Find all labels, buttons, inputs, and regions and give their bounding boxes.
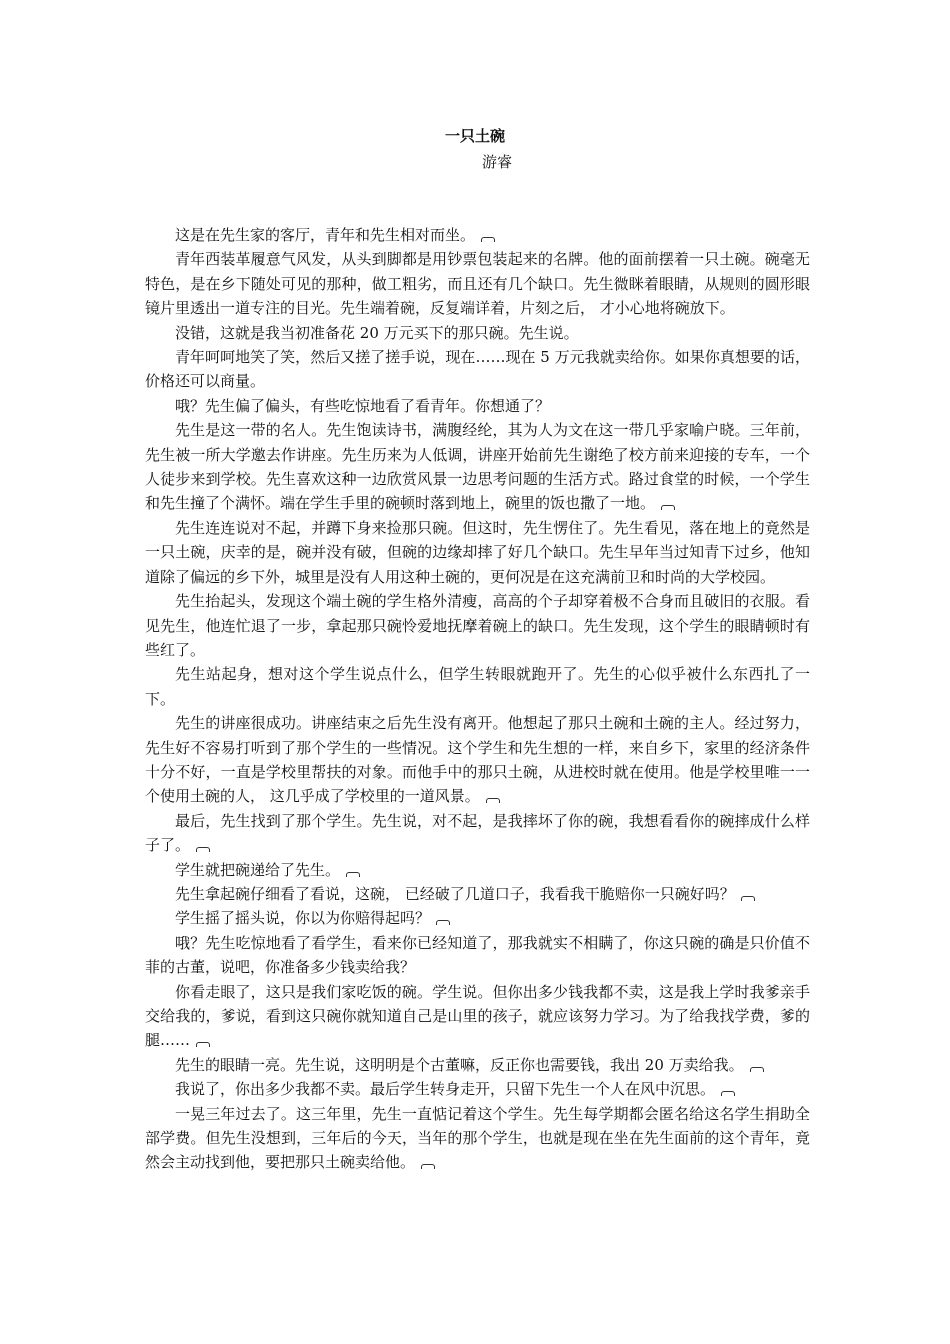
paragraph-text: 我说了，你出多少我都不卖。最后学生转身走开，只留下先生一个人在风中沉思。 <box>175 1080 716 1099</box>
paragraph-text: 学生摇了摇头说，你以为你赔得起吗？ <box>175 909 431 928</box>
paragraph-text: 哦？先生偏了偏头，有些吃惊地看了看青年。你想通了？ <box>175 396 551 415</box>
paragraph <box>145 662 810 711</box>
paragraph <box>145 1077 810 1101</box>
paragraph-text: 青年西装革履意气风发，从头到脚都是用钞票包装起来的名牌。他的面前摆着一只土碗。碗毫无特色，是在乡下随处可见的那种，做工粗劣，而且还有几个缺口。先生微眯着眼睛，从规则的圆形眼镜片里透出一道专注的目光。先生端着碗，反复端详着，片刻之后， 才小心地将碗放下。 <box>145 250 810 318</box>
paragraph <box>145 223 810 247</box>
paragraph-text: 学生就把碗递给了先生。 <box>175 860 341 879</box>
paragraph <box>145 418 810 516</box>
document-body <box>145 223 810 1175</box>
paragraph-text: 先生的眼睛一亮。先生说，这明明是个古董嘛，反正你也需要钱，我出 20 万卖给我。 <box>175 1055 744 1074</box>
paragraph-text: 青年呵呵地笑了笑，然后又搓了搓手说，现在……现在 5 万元我就卖给你。如果你真想要的话，价格还可以商量。 <box>145 348 810 391</box>
paragraph <box>145 345 810 394</box>
paragraph-mark-icon <box>196 1042 210 1047</box>
paragraph <box>145 906 810 930</box>
paragraph-text: 先生连连说对不起，并蹲下身来捡那只碗。但这时，先生愣住了。先生看见，落在地上的竟然是一只土碗，庆幸的是，碗并没有破，但碗的边缘却摔了好几个缺口。先生早年当过知青下过乡，他知道除了偏远的乡下外，城里是没有人用这种土碗的，更何况是在这充满前卫和时尚的大学校园。 <box>145 518 810 586</box>
paragraph-mark-icon <box>721 1091 735 1096</box>
paragraph <box>145 1053 810 1077</box>
paragraph <box>145 589 810 662</box>
paragraph <box>145 931 810 980</box>
paragraph-text: 先生拿起碗仔细看了看说，这碗， 已经破了几道口子，我看我干脆赔你一只碗好吗？ <box>175 884 735 903</box>
paragraph <box>145 882 810 906</box>
paragraph-mark-icon <box>661 505 675 510</box>
paragraph-mark-icon <box>346 872 360 877</box>
paragraph <box>145 809 810 858</box>
paragraph-mark-icon <box>741 896 755 901</box>
paragraph-text: 没错，这就是我当初准备花 20 万元买下的那只碗。先生说。 <box>175 323 579 342</box>
paragraph <box>145 980 810 1053</box>
paragraph-text: 你看走眼了，这只是我们家吃饭的碗。学生说。但你出多少钱我都不卖，这是我上学时我爹亲手交给我的，爹说，看到这只碗你就知道自己是山里的孩子，就应该努力学习。为了给我找学费，爹的腿…… <box>145 982 810 1050</box>
paragraph-text: 先生抬起头，发现这个端土碗的学生格外清瘦，高高的个子却穿着极不合身而且破旧的衣服。看见先生，他连忙退了一步，拿起那只碗怜爱地抚摩着碗上的缺口。先生发现，这个学生的眼睛顿时有些红了。 <box>145 592 810 659</box>
paragraph-text: 先生的讲座很成功。讲座结束之后先生没有离开。他想起了那只土碗和土碗的主人。经过努力，先生好不容易打听到了那个学生的一些情况。这个学生和先生想的一样，来自乡下，家里的经济条件十分不好，一直是学校里帮扶的对象。而他手中的那只土碗，从进校时就在使用。他是学校里唯一一个使用土碗的人， 这几乎成了学校里的一道风景。 <box>145 714 810 806</box>
paragraph-mark-icon <box>436 920 450 925</box>
paragraph <box>145 858 810 882</box>
document-title: 一只土碗 <box>444 127 505 145</box>
paragraph-text: 一晃三年过去了。这三年里，先生一直惦记着这个学生。先生每学期都会匿名给这名学生捐助全部学费。但先生没想到，三年后的今天，当年的那个学生，也就是现在坐在先生面前的这个青年，竟然会主动找到他，要把那只土碗卖给他。 <box>145 1104 810 1172</box>
paragraph-text: 先生站起身，想对这个学生说点什么，但学生转眼就跑开了。先生的心似乎被什么东西扎了一下。 <box>145 665 810 708</box>
paragraph-mark-icon <box>481 237 495 242</box>
document-author: 游睿 <box>482 153 513 171</box>
paragraph <box>145 247 810 320</box>
paragraph-mark-icon <box>750 1067 764 1072</box>
paragraph <box>145 516 810 589</box>
paragraph-text: 最后，先生找到了那个学生。先生说，对不起，是我摔坏了你的碗，我想看看你的碗摔成什么样子了。 <box>145 811 810 855</box>
paragraph <box>145 321 810 345</box>
paragraph-text: 哦？先生吃惊地看了看学生，看来你已经知道了，那我就实不相瞒了，你这只碗的确是只价值不菲的古董，说吧，你准备多少钱卖给我？ <box>145 933 810 977</box>
paragraph <box>145 711 810 809</box>
paragraph-mark-icon <box>486 798 500 803</box>
paragraph <box>145 394 810 418</box>
paragraph-text: 先生是这一带的名人。先生饱读诗书，满腹经纶，其为人为文在这一带几乎家喻户晓。三年前，先生被一所大学邀去作讲座。先生历来为人低调，讲座开始前先生谢绝了校方前来迎接的专车，一个人徒步来到学校。先生喜欢这种一边欣赏风景一边思考问题的生活方式。路过食堂的时候，一个学生和先生撞了个满怀。端在学生手里的碗顿时落到地上，碗里的饭也撒了一地。 <box>145 421 810 513</box>
paragraph-text: 这是在先生家的客厅，青年和先生相对而坐。 <box>175 226 476 244</box>
paragraph-mark-icon <box>196 847 210 852</box>
paragraph <box>145 1102 810 1175</box>
paragraph-mark-icon <box>421 1164 435 1169</box>
